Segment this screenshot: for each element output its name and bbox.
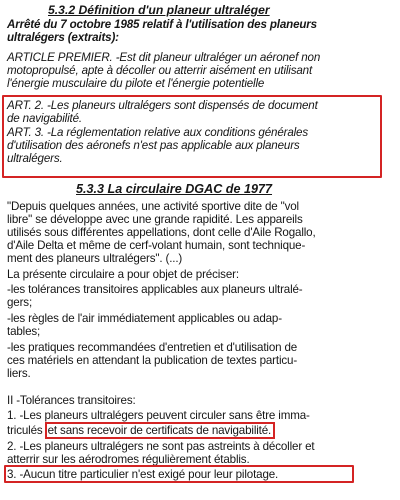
text-line: Arrêté du 7 octobre 1985 relatif à l'utilisation des planeurs [7, 18, 317, 31]
text-line: 3. -Aucun titre particulier n'est exigé pour leur pilotage. [7, 468, 279, 481]
text-line: 1. -Les planeurs ultralégers peuvent circuler sans être imma- [7, 409, 310, 422]
highlight-box-certificats: et sans recevoir de certificats de navigabilité. [45, 422, 276, 439]
text-line: La présente circulaire a pour objet de préciser: [7, 268, 239, 281]
text-line: l'énergie musculaire du pilote et l'énergie potentielle [7, 77, 265, 90]
text-line: libre" se développe avec une grande rapidité. Les appareils [7, 213, 303, 226]
text-line: ultralégers (extraits): [7, 31, 119, 44]
text-line: "Depuis quelques années, une activité sportive dite de "vol [7, 200, 299, 213]
text-line: d'utilisation des aéronefs n'est pas applicable aux planeurs [7, 139, 300, 152]
text-line: d'Aile Delta et même de cerf-volant humain, sont technique- [7, 239, 306, 252]
text-line: tables; [7, 325, 41, 338]
text-line: utilisés sous différentes appellations, dont celle d'Aile Rogallo, [7, 226, 316, 239]
text-line [7, 424, 275, 437]
text-line: ART. 3. -La réglementation relative aux conditions générales [7, 126, 308, 139]
text-line: ment des planeurs ultralégers". (...) [7, 252, 183, 265]
text-line: atterrir sur les aérodromes régulièrement établis. [7, 453, 250, 466]
text-line: gers; [7, 296, 33, 309]
text-line: ART. 2. -Les planeurs ultralégers sont dispensés de document [7, 99, 318, 112]
text-line: ARTICLE PREMIER. -Est dit planeur ultraléger un aéronef non [7, 51, 321, 64]
text-line: de navigabilité. [7, 112, 82, 125]
text-line: II -Tolérances transitoires: [7, 394, 136, 407]
text-line: ces matériels en attendant la publication de textes particu- [7, 354, 298, 367]
text-fragment: triculés [7, 424, 43, 437]
section-heading-5-3-2: 5.3.2 Définition d'un planeur ultraléger [48, 3, 270, 17]
text-line: liers. [7, 367, 31, 380]
text-line: -les tolérances transitoires applicables aux planeurs ultralé- [7, 283, 303, 296]
text-line: 2. -Les planeurs ultralégers ne sont pas astreints à décoller et [7, 440, 315, 453]
text-line: -les pratiques recommandées d'entretien et d'utilisation de [7, 341, 298, 354]
text-line: ultralégers. [7, 152, 63, 165]
section-heading-5-3-3: 5.3.3 La circulaire DGAC de 1977 [76, 182, 273, 196]
text-line: -les règles de l'air immédiatement applicables ou adap- [7, 312, 282, 325]
text-line: motopropulsé, apte à décoller ou atterrir aisément en utilisant [7, 64, 313, 77]
